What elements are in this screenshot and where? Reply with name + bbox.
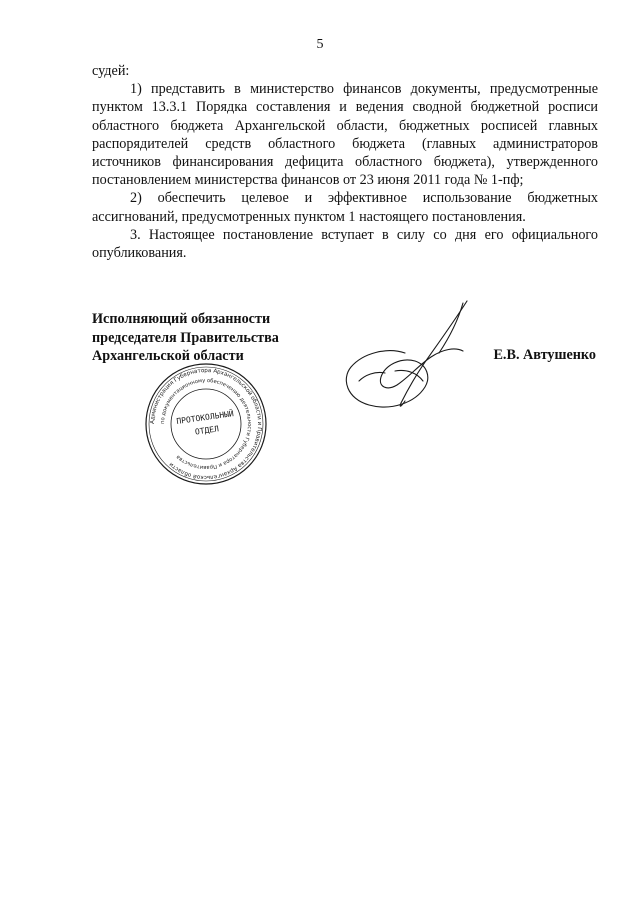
seal-inner-text: по документационному обеспечению деятельности Губернатора и Правительства — [159, 377, 253, 471]
official-seal — [144, 362, 268, 486]
seal-center-line-2: ОТДЕЛ — [194, 424, 220, 437]
handwritten-signature — [335, 295, 485, 420]
page-number: 5 — [316, 37, 324, 52]
paragraph-continuation: судей: — [92, 63, 130, 79]
signatory-name: Е.В. Автушенко — [493, 347, 596, 363]
seal-center-line-1: ПРОТОКОЛЬНЫЙ — [175, 409, 235, 427]
document-body — [92, 62, 598, 262]
paragraph-item-1: 1) представить в министерство финансов документы, предусмотренные пунктом 13.3.1 Порядка составления и ведения сводной бюджетной росписи областного бюджета Архангельской области, бюджетных росписей главных распорядителей средств областного бюджета (главных администраторов источников финансирования дефицита областного бюджета), утвержденного постановлением министерства финансов от 23 июня 2011 года № 1-пф; — [92, 81, 598, 189]
paragraph-item-3: 3. Настоящее постановление вступает в силу со дня его официального опубликования. — [92, 226, 598, 262]
signatory-title — [92, 310, 279, 366]
seal-outer-text: Администрация Губернатора Архангельской области и Правительства Архангельской области — [149, 367, 263, 481]
signatory-title-line-3: Архангельской области — [92, 348, 244, 364]
signatory-title-line-1: Исполняющий обязанности — [92, 311, 271, 327]
signatory-title-line-2: председателя Правительства — [92, 329, 279, 346]
paragraph-item-2: 2) обеспечить целевое и эффективное использование бюджетных ассигнований, предусмотренных пунктом 1 настоящего постановления. — [92, 190, 598, 225]
